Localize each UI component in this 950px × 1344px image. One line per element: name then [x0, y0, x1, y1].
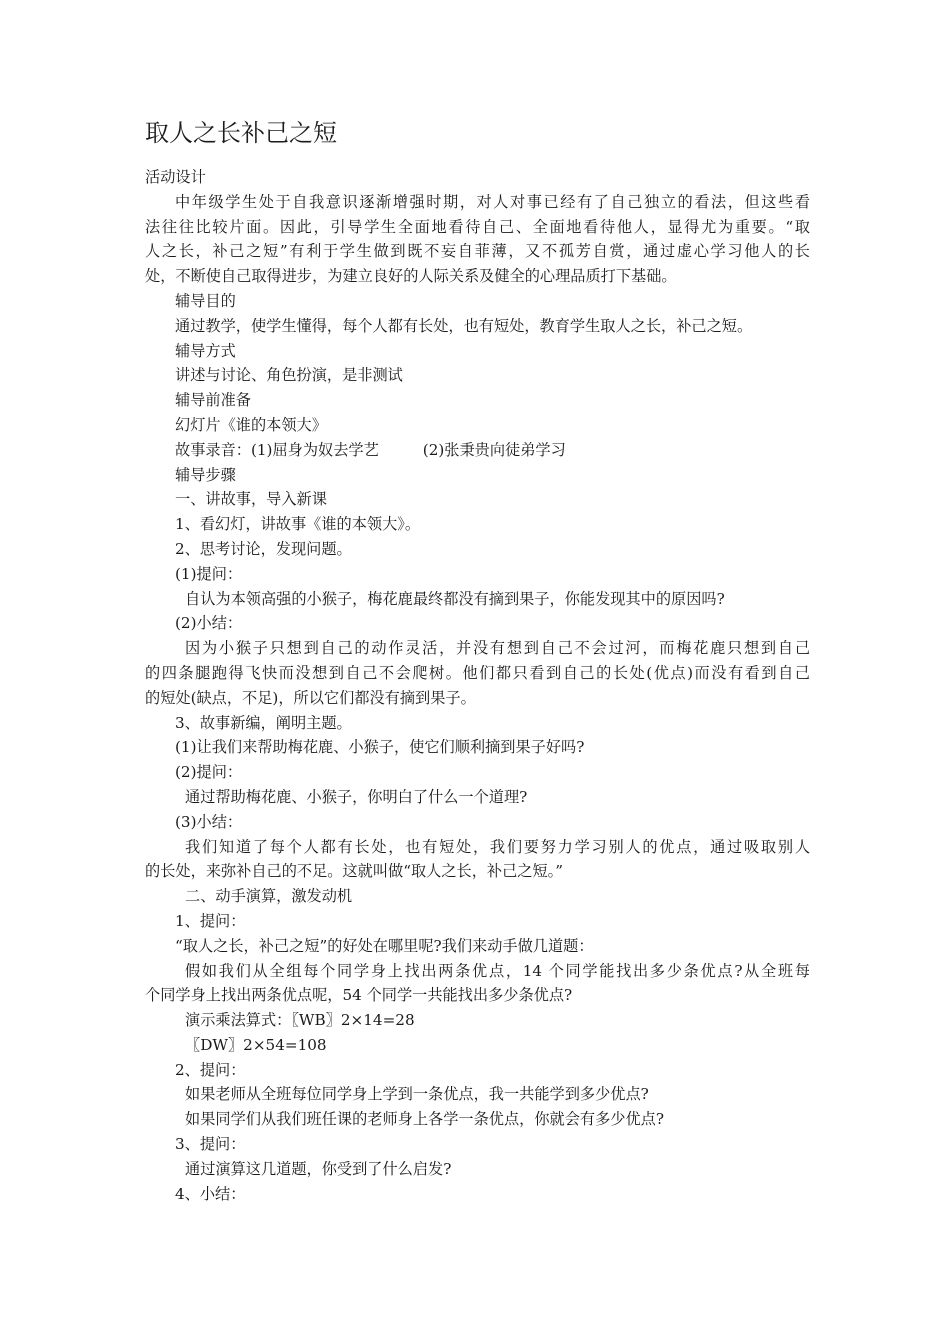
step1-summary-line: 因为小猴子只想到自己的动作灵活，并没有想到自己不会过河，而梅花鹿只想到自己 [185, 639, 810, 658]
step1-item-2: 2、思考讨论，发现问题。 [175, 539, 352, 558]
method-text: 讲述与讨论、角色扮演，是非测试 [175, 366, 403, 385]
step1-summary-label: (2)小结： [175, 614, 243, 633]
step2-item-2: 2、提问： [175, 1060, 246, 1079]
section-heading-goal: 辅导目的 [175, 291, 236, 310]
step1-sub-2-text: 通过帮助梅花鹿、小猴子，你明白了什么一个道理? [185, 787, 528, 806]
intro-line: 人之长，补己之短”有利于学生做到既不妄自菲薄，又不孤芳自赏，通过虚心学习他人的长 [145, 242, 810, 261]
section-heading-activity-design: 活动设计 [145, 168, 206, 186]
step1-item-1: 1、看幻灯，讲故事《谁的本领大》。 [175, 515, 421, 534]
step1-question-text: 自认为本领高强的小猴子，梅花鹿最终都没有摘到果子，你能发现其中的原因吗? [185, 589, 725, 608]
step2-item-2-question-a: 如果老师从全班每位同学身上学到一条优点，我一共能学到多少优点? [185, 1085, 649, 1104]
prep-audio-item-1: 故事录音：(1)屈身为奴去学艺 [175, 440, 379, 459]
step2-problem-line: 假如我们从全组每个同学身上找出两条优点，14 个同学能找出多少条优点?从全班每 [185, 961, 810, 980]
intro-line: 中年级学生处于自我意识逐渐增强时期，对人对事已经有了自己独立的看法，但这些看 [175, 192, 810, 211]
step2-problem-line: 个同学身上找出两条优点呢，54 个同学一共能找出多少条优点? [145, 986, 573, 1005]
step2-formula-1: 演示乘法算式：〖WB〗2×14=28 [185, 1011, 415, 1030]
step1-summary-line: 的短处(缺点，不足)，所以它们都没有摘到果子。 [145, 688, 476, 707]
prep-audio [145, 438, 810, 463]
section-heading-steps: 辅导步骤 [175, 465, 236, 484]
step2-formula-2: 〖DW〗2×54=108 [185, 1035, 327, 1054]
step1-sub-3-line: 我们知道了每个人都有长处，也有短处，我们要努力学习别人的优点，通过吸取别人 [185, 837, 810, 856]
intro-line: 处，不断使自己取得进步，为建立良好的人际关系及健全的心理品质打下基础。 [145, 267, 677, 286]
section-heading-method: 辅导方式 [175, 341, 236, 360]
section-heading-prep: 辅导前准备 [175, 391, 251, 410]
document-body [145, 165, 810, 1206]
step1-heading: 一、讲故事，导入新课 [175, 490, 327, 509]
step1-summary-line: 的四条腿跑得飞快而没想到自己不会爬树。他们都只看到自己的长处(优点)而没有看到自己 [145, 663, 810, 682]
intro-line: 法往往比较片面。因此，引导学生全面地看待自己、全面地看待他人，显得尤为重要。“取 [145, 217, 810, 236]
step2-item-2-question-b: 如果同学们从我们班任课的老师身上各学一条优点，你就会有多少优点? [185, 1110, 664, 1129]
goal-text: 通过教学，使学生懂得，每个人都有长处，也有短处，教育学生取人之长，补己之短。 [175, 316, 753, 335]
step2-item-3-text: 通过演算这几道题，你受到了什么启发? [185, 1159, 452, 1178]
step2-item-1: 1、提问： [175, 911, 246, 930]
step2-item-1-text: “取人之长，补己之短”的好处在哪里呢?我们来动手做几道题： [175, 936, 594, 955]
document-title: 取人之长补己之短 [145, 119, 337, 147]
step1-sub-3-label: (3)小结： [175, 812, 243, 831]
step2-heading: 二、动手演算，激发动机 [185, 887, 353, 906]
step1-sub-1: (1)让我们来帮助梅花鹿、小猴子，使它们顺利摘到果子好吗? [175, 738, 585, 757]
prep-slide: 幻灯片《谁的本领大》 [175, 415, 327, 434]
step1-question-label: (1)提问： [175, 564, 243, 583]
step2-item-4: 4、小结： [175, 1184, 246, 1203]
prep-audio-item-2: (2)张秉贵向徒弟学习 [422, 440, 566, 459]
step1-sub-2-label: (2)提问： [175, 763, 243, 782]
step2-item-3: 3、提问： [175, 1135, 246, 1154]
step1-item-3: 3、故事新编，阐明主题。 [175, 713, 352, 732]
step1-sub-3-line: 的长处，来弥补自己的不足。这就叫做“取人之长，补己之短。” [145, 862, 563, 881]
